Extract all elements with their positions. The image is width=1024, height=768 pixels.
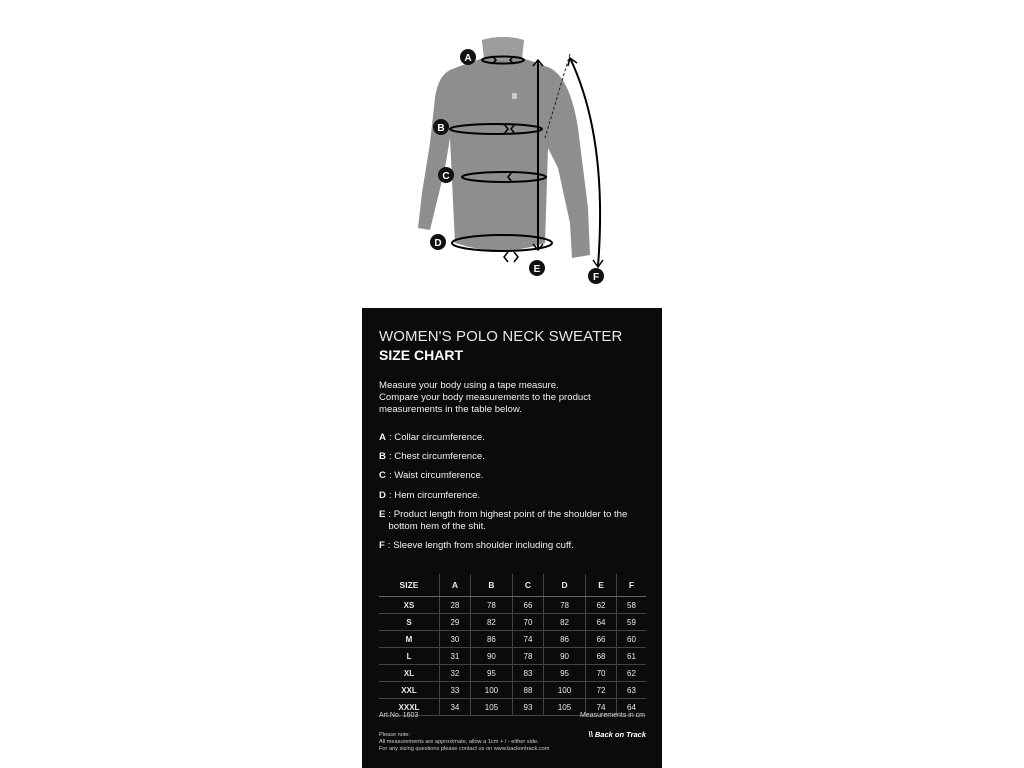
measurement-cell: 93: [513, 699, 544, 716]
legend-key: F: [379, 539, 385, 551]
measurement-cell: 62: [616, 665, 646, 682]
measurement-label: C: [442, 171, 450, 182]
label-b-icon: [433, 119, 449, 135]
measurement-cell: 78: [470, 597, 512, 614]
label-f-icon: [588, 268, 604, 284]
table-row: [379, 648, 646, 665]
table-row: [379, 597, 646, 614]
label-e-icon: [529, 260, 545, 276]
measurement-label: E: [533, 264, 541, 275]
chest-logo: [512, 93, 517, 99]
measurement-cell: 83: [513, 665, 544, 682]
measurement-cell: 82: [543, 614, 585, 631]
label-d-icon: [430, 234, 446, 250]
size-label-cell: XXXL: [379, 699, 440, 716]
measurement-cell: 59: [616, 614, 646, 631]
size-chart-panel: [362, 308, 662, 768]
measurement-cell: 29: [440, 614, 471, 631]
size-label-cell: XXL: [379, 682, 440, 699]
measurement-cell: 70: [586, 665, 617, 682]
table-header-cell: B: [470, 574, 512, 597]
footnote-line: All measurements are approximate, allow a 1cm + / - either side.: [379, 739, 539, 745]
measurement-label: B: [437, 123, 445, 134]
footnote: [379, 732, 579, 753]
measurement-cell: 28: [440, 597, 471, 614]
measurement-cell: 60: [616, 631, 646, 648]
table-row: [379, 631, 646, 648]
measurement-cell: 72: [586, 682, 617, 699]
brand-name: Back on Track: [594, 730, 646, 739]
table-header-cell: C: [513, 574, 544, 597]
legend-item-b: [379, 451, 649, 463]
legend-text: : Chest circumference.: [388, 451, 485, 463]
measurement-cell: 82: [470, 614, 512, 631]
measurement-cell: 100: [543, 682, 585, 699]
measurement-cell: 86: [470, 631, 512, 648]
intro-text: [379, 380, 644, 416]
brand-mark-icon: \\: [588, 730, 593, 739]
label-a-icon: [460, 49, 476, 65]
size-label-cell: XS: [379, 597, 440, 614]
legend-text: : Hem circumference.: [388, 489, 481, 501]
measurement-cell: 61: [616, 648, 646, 665]
measurement-cell: 68: [586, 648, 617, 665]
legend-key: C: [379, 470, 386, 482]
table-row: [379, 682, 646, 699]
measurement-cell: 95: [543, 665, 585, 682]
measurement-cell: 64: [616, 699, 646, 716]
measurement-cell: 66: [586, 631, 617, 648]
table-header-cell: A: [440, 574, 471, 597]
intro-line: Compare your body measurements to the product: [379, 392, 591, 403]
measurements-unit: Measurements in cm: [580, 712, 645, 719]
table-header-cell: D: [543, 574, 585, 597]
legend-text: : Collar circumference.: [388, 432, 485, 443]
legend-text: : Product length from highest point of the shoulder to the bottom hem of the shit.: [388, 508, 628, 532]
measurement-cell: 74: [513, 631, 544, 648]
measurement-cell: 32: [440, 665, 471, 682]
measurement-cell: 100: [470, 682, 512, 699]
legend-text: : Waist circumference.: [388, 470, 484, 482]
sweater-shape: [418, 37, 590, 258]
size-label-cell: M: [379, 631, 440, 648]
measurement-cell: 70: [513, 614, 544, 631]
product-title: WOMEN'S POLO NECK SWEATER: [379, 328, 623, 345]
measurement-label: F: [592, 272, 600, 283]
measurement-cell: 62: [586, 597, 617, 614]
measurement-cell: 90: [470, 648, 512, 665]
measurement-label: D: [434, 238, 442, 249]
measurement-cell: 78: [513, 648, 544, 665]
measurement-cell: 31: [440, 648, 471, 665]
size-label-cell: S: [379, 614, 440, 631]
legend-key: B: [379, 451, 386, 463]
legend-item-c: [379, 470, 649, 482]
table-header-cell: E: [586, 574, 617, 597]
size-chart-heading: SIZE CHART: [379, 347, 463, 363]
intro-line: Measure your body using a tape measure.: [379, 380, 559, 391]
measurement-cell: 64: [586, 614, 617, 631]
measurement-cell: 105: [543, 699, 585, 716]
measurement-cell: 63: [616, 682, 646, 699]
sweater-illustration: [400, 18, 640, 298]
measurement-cell: 78: [543, 597, 585, 614]
table-header-cell: F: [616, 574, 646, 597]
measurement-cell: 90: [543, 648, 585, 665]
size-table: [379, 574, 646, 716]
legend-key: E: [379, 508, 386, 520]
footnote-line: Please note:: [379, 732, 411, 738]
measurement-legend: [379, 432, 649, 559]
measurement-cell: 95: [470, 665, 512, 682]
measurement-cell: 88: [513, 682, 544, 699]
legend-item-d: [379, 490, 649, 502]
size-label-cell: L: [379, 648, 440, 665]
legend-item-f: [379, 540, 649, 552]
table-header-row: [379, 574, 646, 597]
size-label-cell: XL: [379, 665, 440, 682]
measurement-cell: 30: [440, 631, 471, 648]
legend-key: D: [379, 489, 386, 501]
hem-arrows: [504, 252, 518, 262]
measurement-cell: 34: [440, 699, 471, 716]
footnote-line: For any sizing questions please contact us on www.backontrack.com: [379, 746, 550, 752]
measurement-cell: 86: [543, 631, 585, 648]
label-c-icon: [438, 167, 454, 183]
legend-text: : Sleeve length from shoulder including cuff.: [387, 539, 574, 551]
legend-key: A: [379, 432, 386, 443]
measurement-cell: 66: [513, 597, 544, 614]
measurement-label: A: [464, 53, 472, 64]
measurement-cell: 74: [586, 699, 617, 716]
measurement-cell: 33: [440, 682, 471, 699]
legend-item-a: [379, 432, 649, 444]
brand-logo: [588, 730, 646, 739]
measurement-cell: 58: [616, 597, 646, 614]
table-row: [379, 614, 646, 631]
article-number: Art.No. 1603: [379, 712, 419, 719]
measurement-cell: 105: [470, 699, 512, 716]
table-header-cell: SIZE: [379, 574, 440, 597]
table-row: [379, 665, 646, 682]
intro-line: measurements in the table below.: [379, 404, 522, 415]
legend-item-e: [379, 509, 649, 533]
